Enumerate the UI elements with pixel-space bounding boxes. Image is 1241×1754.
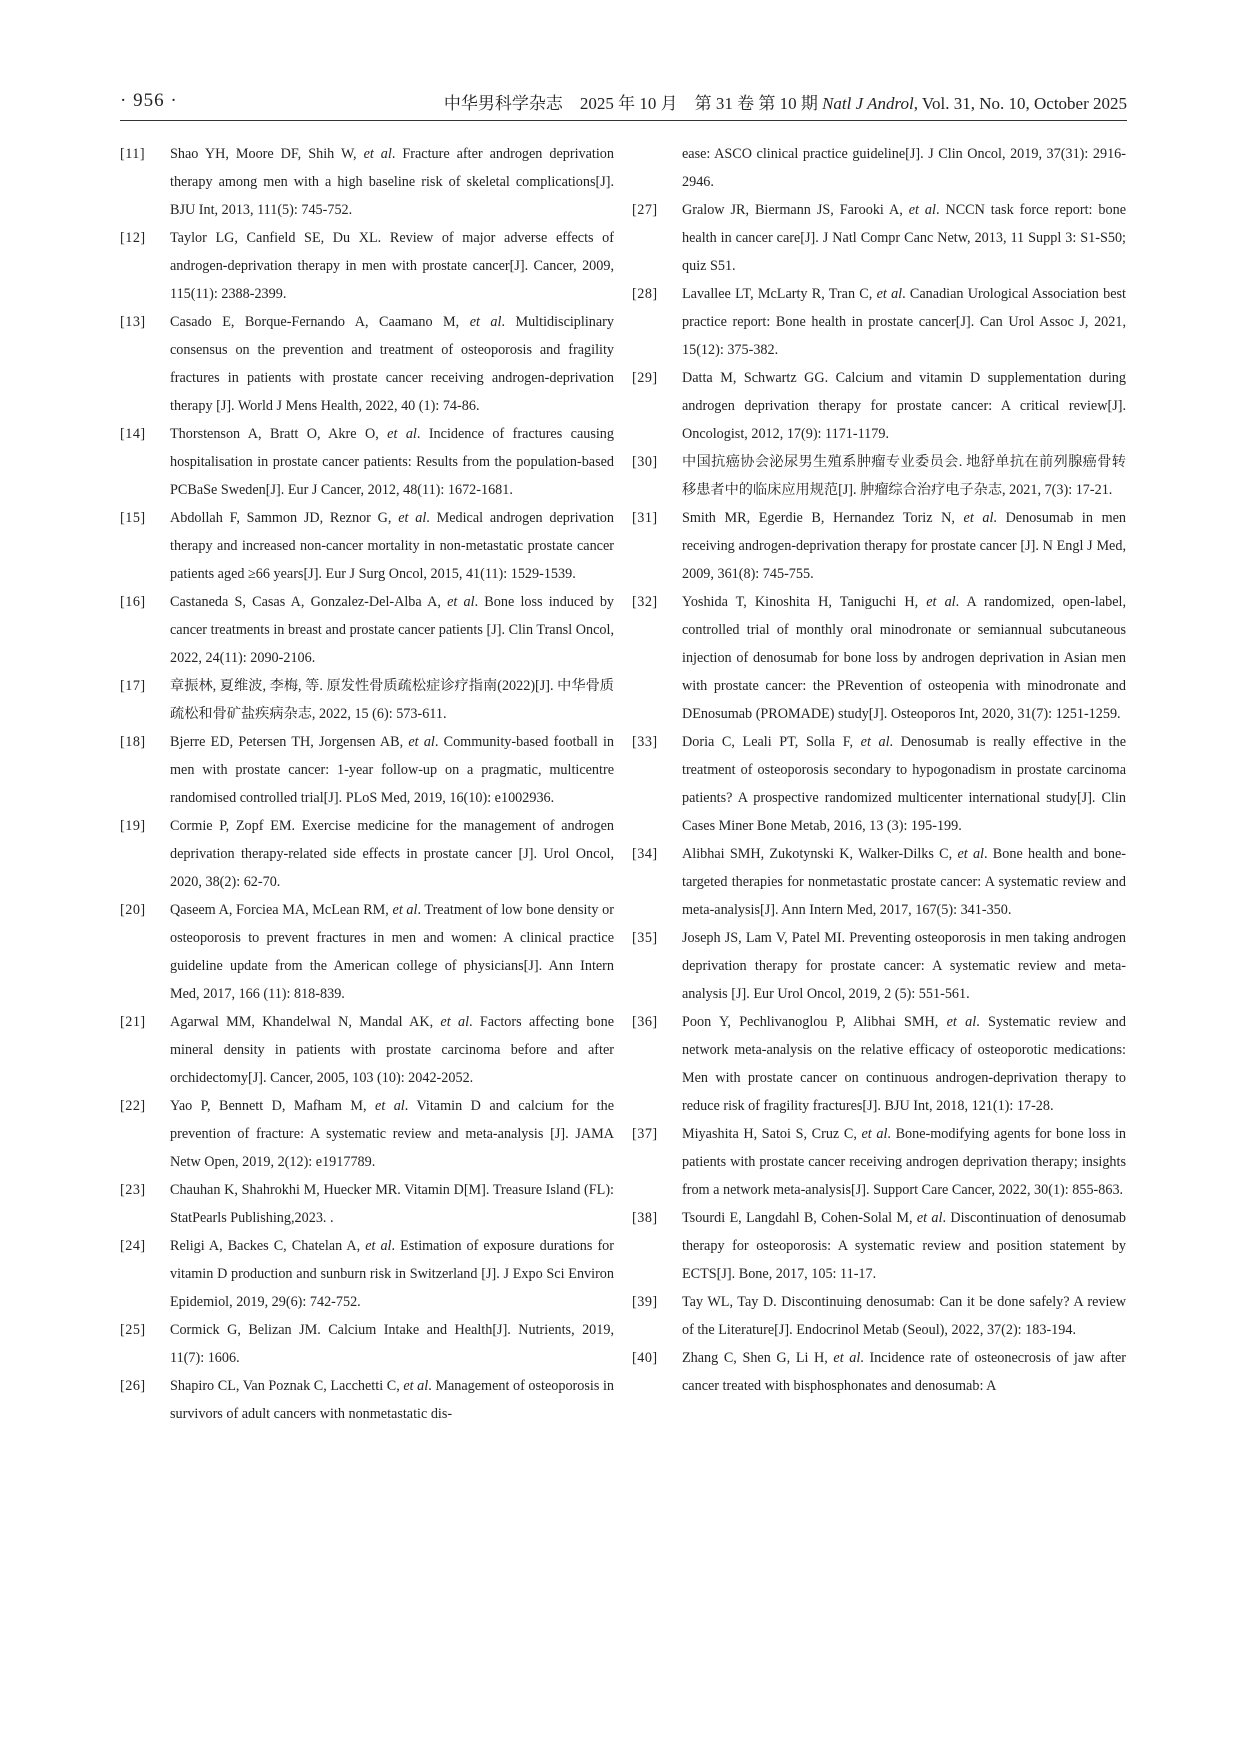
reference-authors: Bjerre ED, Petersen TH, Jorgensen AB, bbox=[170, 734, 409, 750]
journal-en-volume: , Vol. 31, No. 10, October 2025 bbox=[913, 93, 1127, 113]
reference-citation: . A randomized, open-label, controlled trial of monthly oral minodronate or semiannual subcutaneous injection of denosumab for bone loss by androgen deprivation in Asian men with prostate cancer: the PRevention of osteopenia with minodronate and DEnosumab (PROMADE) study[J]. Osteoporos Int, 2020, 31(7): 1251-1259. bbox=[682, 594, 1126, 722]
reference-text bbox=[682, 1008, 1126, 1120]
reference-citation: . Vitamin D and calcium for the prevention of fracture: A systematic review and meta-analysis [J]. JAMA Netw Open, 2019, 2(12): e1917789. bbox=[170, 1098, 614, 1170]
reference-citation: . Factors affecting bone mineral density in patients with prostate carcinoma before and after orchidectomy[J]. Cancer, 2005, 103 (10): 2042-2052. bbox=[170, 1014, 614, 1086]
reference-authors: Joseph JS, Lam V, Patel MI. Preventing osteoporosis in men taking androgen deprivation therapy for prostate cancer: A systematic review and meta-analysis [J]. Eur Urol Oncol, 2019, 2 (5): 551-561. bbox=[682, 930, 1126, 1002]
journal-cn: 中华男科学杂志 2025 年 10 月 第 31 卷 第 10 期 bbox=[443, 93, 818, 113]
reference-authors: Datta M, Schwartz GG. Calcium and vitamin D supplementation during androgen deprivation therapy for prostate cancer: A critical review[J]. Oncologist, 2012, 17(9): 1171-1179. bbox=[682, 370, 1126, 442]
reference-number: [36] bbox=[632, 1014, 658, 1030]
reference-text bbox=[682, 840, 1126, 924]
reference-et-al: et al bbox=[375, 1098, 405, 1114]
reference-text bbox=[682, 1288, 1126, 1344]
reference-text bbox=[682, 280, 1126, 364]
reference-authors: Alibhai SMH, Zukotynski K, Walker-Dilks C, bbox=[682, 846, 958, 862]
reference-authors: Gralow JR, Biermann JS, Farooki A, bbox=[682, 202, 909, 218]
reference-text bbox=[682, 588, 1126, 728]
reference-authors: Cormick G, Belizan JM. Calcium Intake and Health[J]. Nutrients, 2019, 11(7): 1606. bbox=[170, 1322, 614, 1366]
reference-number: [35] bbox=[632, 930, 658, 946]
reference-authors: Zhang C, Shen G, Li H, bbox=[682, 1350, 834, 1366]
reference-number: [32] bbox=[632, 594, 658, 610]
reference-authors: Castaneda S, Casas A, Gonzalez-Del-Alba A, bbox=[170, 594, 448, 610]
reference-authors: Yao P, Bennett D, Mafham M, bbox=[170, 1098, 376, 1114]
reference-item bbox=[632, 588, 1126, 728]
reference-citation: . Systematic review and network meta-analysis on the relative efficacy of osteoporotic medications: Men with prostate cancer on continuous androgen-deprivation therapy to reduce risk of fragility fractures[J]. BJU Int, 2018, 121(1): 17-28. bbox=[682, 1014, 1126, 1114]
reference-number: [39] bbox=[632, 1294, 658, 1310]
reference-authors: Qaseem A, Forciea MA, McLean RM, bbox=[170, 902, 393, 918]
reference-text bbox=[682, 1204, 1126, 1288]
reference-authors: Abdollah F, Sammon JD, Reznor G, bbox=[170, 510, 399, 526]
reference-et-al: et al bbox=[908, 202, 936, 218]
reference-number: [28] bbox=[632, 286, 658, 302]
reference-number: [15] bbox=[120, 510, 146, 526]
running-header bbox=[120, 86, 1127, 116]
reference-text bbox=[170, 224, 614, 308]
reference-number: [38] bbox=[632, 1210, 658, 1226]
reference-item bbox=[632, 1288, 1126, 1344]
reference-citation: . Bone loss induced by cancer treatments in breast and prostate cancer patients [J]. Clin Transl Oncol, 2022, 24(11): 2090-2106. bbox=[170, 594, 615, 666]
reference-authors: Chauhan K, Shahrokhi M, Huecker MR. Vitamin D[M]. Treasure Island (FL): StatPearls Publishing,2023. . bbox=[170, 1182, 614, 1226]
reference-number: [34] bbox=[632, 846, 658, 862]
reference-authors: Smith MR, Egerdie B, Hernandez Toriz N, bbox=[682, 510, 964, 526]
reference-item bbox=[120, 140, 614, 224]
reference-citation: . Management of osteoporosis in survivors of adult cancers with nonmetastatic dis- bbox=[170, 1378, 614, 1422]
reference-citation: . Medical androgen deprivation therapy and increased non-cancer mortality in non-metastatic prostate cancer patients aged ≥66 years[J]. Eur J Surg Oncol, 2015, 41(11): 1529-1539. bbox=[170, 510, 614, 582]
reference-et-al: et al bbox=[440, 1014, 470, 1030]
reference-item bbox=[632, 1120, 1126, 1204]
reference-number: [25] bbox=[120, 1322, 146, 1338]
reference-number: [27] bbox=[632, 202, 658, 218]
reference-text bbox=[170, 420, 614, 504]
reference-number: [12] bbox=[120, 230, 146, 246]
reference-text bbox=[170, 308, 614, 420]
reference-text bbox=[170, 1372, 614, 1428]
reference-item bbox=[632, 280, 1126, 364]
journal-en-abbrev: Natl J Androl bbox=[822, 93, 914, 113]
reference-authors: Agarwal MM, Khandelwal N, Mandal AK, bbox=[170, 1014, 441, 1030]
reference-number: [14] bbox=[120, 426, 146, 442]
reference-item bbox=[632, 1344, 1126, 1400]
reference-authors: Tay WL, Tay D. Discontinuing denosumab: Can it be done safely? A review of the Literature[J]. Endocrinol Metab (Seoul), 2022, 37(2): 183-194. bbox=[682, 1294, 1126, 1338]
header-rule bbox=[120, 120, 1127, 121]
reference-et-al: et al bbox=[408, 734, 435, 750]
reference-et-al: et al bbox=[957, 846, 984, 862]
reference-text bbox=[170, 1092, 614, 1176]
page-number: · 956 · bbox=[120, 90, 178, 111]
reference-text bbox=[682, 364, 1126, 448]
reference-citation: . Multidisciplinary consensus on the prevention and treatment of osteoporosis and fragility fractures in patients with prostate cancer receiving androgen-deprivation therapy [J]. World J Mens Health, 2022, 40 (1): 74-86. bbox=[170, 314, 614, 414]
reference-item bbox=[120, 1372, 614, 1428]
reference-text bbox=[170, 728, 614, 812]
reference-text bbox=[170, 1316, 614, 1372]
reference-number: [30] bbox=[632, 454, 658, 470]
reference-et-al: et al bbox=[876, 286, 903, 302]
reference-number: [21] bbox=[120, 1014, 146, 1030]
reference-et-al: et al bbox=[860, 734, 890, 750]
reference-citation: . Treatment of low bone density or osteoporosis to prevent fractures in men and women: A clinical practice guideline update from the American college of physicians[J]. Ann Intern Med, 2017, 166 (11): 818-839. bbox=[170, 902, 614, 1002]
reference-text bbox=[682, 924, 1126, 1008]
reference-text bbox=[682, 728, 1126, 840]
reference-number: [18] bbox=[120, 734, 146, 750]
reference-authors: 章振林, 夏维波, 李梅, 等. 原发性骨质疏松症诊疗指南(2022)[J]. 中华骨质疏松和骨矿盐疾病杂志, 2022, 15 (6): 573-611. bbox=[170, 678, 614, 722]
reference-authors: Doria C, Leali PT, Solla F, bbox=[682, 734, 861, 750]
reference-item bbox=[120, 672, 614, 728]
reference-item bbox=[120, 812, 614, 896]
reference-et-al: et al bbox=[861, 1126, 888, 1142]
reference-number: [11] bbox=[120, 146, 146, 162]
reference-text bbox=[170, 1008, 614, 1092]
reference-et-al: et al bbox=[403, 1378, 429, 1394]
reference-number: [37] bbox=[632, 1126, 658, 1142]
reference-authors: Miyashita H, Satoi S, Cruz C, bbox=[682, 1126, 862, 1142]
reference-text: ease: ASCO clinical practice guideline[J]. J Clin Oncol, 2019, 37(31): 2916-2946. bbox=[682, 146, 1126, 190]
reference-item bbox=[120, 1176, 614, 1232]
reference-citation: . Community-based football in men with prostate cancer: 1-year follow-up on a pragmatic, multicentre randomised controlled trial[J]. PLoS Med, 2019, 16(10): e1002936. bbox=[170, 734, 615, 806]
reference-authors: Casado E, Borque-Fernando A, Caamano M, bbox=[170, 314, 470, 330]
reference-item bbox=[120, 1008, 614, 1092]
reference-item bbox=[120, 896, 614, 1008]
reference-et-al: et al bbox=[469, 314, 502, 330]
reference-item bbox=[120, 224, 614, 308]
reference-et-al: et al bbox=[447, 594, 475, 610]
reference-number: [22] bbox=[120, 1098, 146, 1114]
reference-item bbox=[120, 1316, 614, 1372]
reference-authors: Shao YH, Moore DF, Shih W, bbox=[170, 146, 364, 162]
reference-text bbox=[170, 672, 614, 728]
reference-item bbox=[120, 308, 614, 420]
reference-authors: Poon Y, Pechlivanoglou P, Alibhai SMH, bbox=[682, 1014, 947, 1030]
reference-et-al: et al bbox=[392, 902, 418, 918]
reference-text bbox=[170, 504, 614, 588]
reference-item bbox=[120, 1092, 614, 1176]
reference-item bbox=[632, 448, 1126, 504]
reference-et-al: et al bbox=[916, 1210, 943, 1226]
reference-citation: . Bone-modifying agents for bone loss in patients with prostate cancer receiving androgen deprivation therapy; insights from a network meta-analysis[J]. Support Care Cancer, 2022, 30(1): 855-863. bbox=[682, 1126, 1126, 1198]
reference-et-al: et al bbox=[365, 1238, 392, 1254]
reference-item bbox=[120, 504, 614, 588]
reference-number: [29] bbox=[632, 370, 658, 386]
reference-number: [31] bbox=[632, 510, 658, 526]
reference-authors: Cormie P, Zopf EM. Exercise medicine for the management of androgen deprivation therapy-related side effects in prostate cancer [J]. Urol Oncol, 2020, 38(2): 62-70. bbox=[170, 818, 614, 890]
reference-column-right bbox=[632, 140, 1126, 1400]
reference-et-al: et al bbox=[946, 1014, 977, 1030]
reference-number: [40] bbox=[632, 1350, 658, 1366]
journal-info bbox=[444, 89, 1127, 114]
reference-text bbox=[682, 504, 1126, 588]
reference-item bbox=[632, 840, 1126, 924]
reference-et-al: et al bbox=[398, 510, 427, 526]
reference-citation: . Denosumab is really effective in the treatment of osteoporosis secondary to hypogonadism in prostate carcinoma patients? A prospective randomized multicenter international study[J]. Clin Cases Miner Bone Metab, 2016, 13 (3): 195-199. bbox=[682, 734, 1126, 834]
reference-et-al: et al bbox=[387, 426, 417, 442]
reference-item bbox=[632, 1008, 1126, 1120]
reference-text bbox=[170, 896, 614, 1008]
reference-item bbox=[120, 420, 614, 504]
reference-item bbox=[632, 728, 1126, 840]
reference-authors: Thorstenson A, Bratt O, Akre O, bbox=[170, 426, 388, 442]
reference-item bbox=[120, 1232, 614, 1316]
reference-et-al: et al bbox=[926, 594, 956, 610]
reference-number: [16] bbox=[120, 594, 146, 610]
reference-number: [24] bbox=[120, 1238, 146, 1254]
reference-text bbox=[170, 140, 614, 224]
reference-authors: Religi A, Backes C, Chatelan A, bbox=[170, 1238, 366, 1254]
reference-citation: . Incidence of fractures causing hospitalisation in prostate cancer patients: Results from the population-based PCBaSe Sweden[J]. Eur J Cancer, 2012, 48(11): 1672-1681. bbox=[170, 426, 614, 498]
reference-citation: . Incidence rate of osteonecrosis of jaw after cancer treated with bisphosphonates and denosumab: A bbox=[682, 1350, 1126, 1394]
reference-text bbox=[170, 1176, 614, 1232]
reference-et-al: et al bbox=[833, 1350, 861, 1366]
reference-authors: Shapiro CL, Van Poznak C, Lacchetti C, bbox=[170, 1378, 404, 1394]
reference-item bbox=[120, 588, 614, 672]
reference-authors: Yoshida T, Kinoshita H, Taniguchi H, bbox=[682, 594, 927, 610]
reference-item bbox=[632, 1204, 1126, 1288]
reference-number: [26] bbox=[120, 1378, 146, 1394]
reference-text bbox=[682, 196, 1126, 280]
reference-text bbox=[170, 1232, 614, 1316]
reference-number: [33] bbox=[632, 734, 658, 750]
reference-citation: . Discontinuation of denosumab therapy for osteoporosis: A systematic review and position statement by ECTS[J]. Bone, 2017, 105: 11-17. bbox=[682, 1210, 1126, 1282]
reference-number: [17] bbox=[120, 678, 146, 694]
reference-number: [20] bbox=[120, 902, 146, 918]
reference-text bbox=[682, 1120, 1126, 1204]
reference-text bbox=[170, 812, 614, 896]
reference-text bbox=[682, 1344, 1126, 1400]
reference-authors: Taylor LG, Canfield SE, Du XL. Review of major adverse effects of androgen-deprivation therapy in men with prostate cancer[J]. Cancer, 2009, 115(11): 2388-2399. bbox=[170, 230, 614, 302]
reference-citation: . Bone health and bone-targeted therapies for nonmetastatic prostate cancer: A systematic review and meta-analysis[J]. Ann Intern Med, 2017, 167(5): 341-350. bbox=[682, 846, 1126, 918]
reference-citation: . Fracture after androgen deprivation therapy among men with a high baseline risk of skeletal complications[J]. BJU Int, 2013, 111(5): 745-752. bbox=[170, 146, 614, 218]
reference-number: [13] bbox=[120, 314, 146, 330]
reference-text bbox=[682, 448, 1126, 504]
reference-item bbox=[632, 196, 1126, 280]
reference-item bbox=[632, 364, 1126, 448]
reference-text bbox=[170, 588, 614, 672]
reference-et-al: et al bbox=[363, 146, 392, 162]
reference-number: [19] bbox=[120, 818, 146, 834]
reference-citation: . Canadian Urological Association best practice report: Bone health in prostate cancer[J]. Can Urol Assoc J, 2021, 15(12): 375-382. bbox=[682, 286, 1126, 358]
reference-citation: . NCCN task force report: bone health in cancer care[J]. J Natl Compr Canc Netw, 2013, 11 Suppl 3: S1-S50; quiz S51. bbox=[682, 202, 1126, 274]
reference-citation: . Denosumab in men receiving androgen-deprivation therapy for prostate cancer [J]. N Engl J Med, 2009, 361(8): 745-755. bbox=[682, 510, 1126, 582]
reference-item bbox=[632, 924, 1126, 1008]
reference-item bbox=[120, 728, 614, 812]
reference-authors: Lavallee LT, McLarty R, Tran C, bbox=[682, 286, 877, 302]
reference-et-al: et al bbox=[963, 510, 994, 526]
reference-authors: 中国抗癌协会泌尿男生殖系肿瘤专业委员会. 地舒单抗在前列腺癌骨转移患者中的临床应用规范[J]. 肿瘤综合治疗电子杂志, 2021, 7(3): 17-21. bbox=[682, 454, 1126, 498]
reference-authors: Tsourdi E, Langdahl B, Cohen-Solal M, bbox=[682, 1210, 917, 1226]
reference-continuation bbox=[632, 140, 1126, 196]
reference-citation: . Estimation of exposure durations for vitamin D production and sunburn risk in Switzerland [J]. J Expo Sci Environ Epidemiol, 2019, 29(6): 742-752. bbox=[170, 1238, 614, 1310]
reference-item bbox=[632, 504, 1126, 588]
reference-column-left bbox=[120, 140, 614, 1428]
reference-number: [23] bbox=[120, 1182, 146, 1198]
